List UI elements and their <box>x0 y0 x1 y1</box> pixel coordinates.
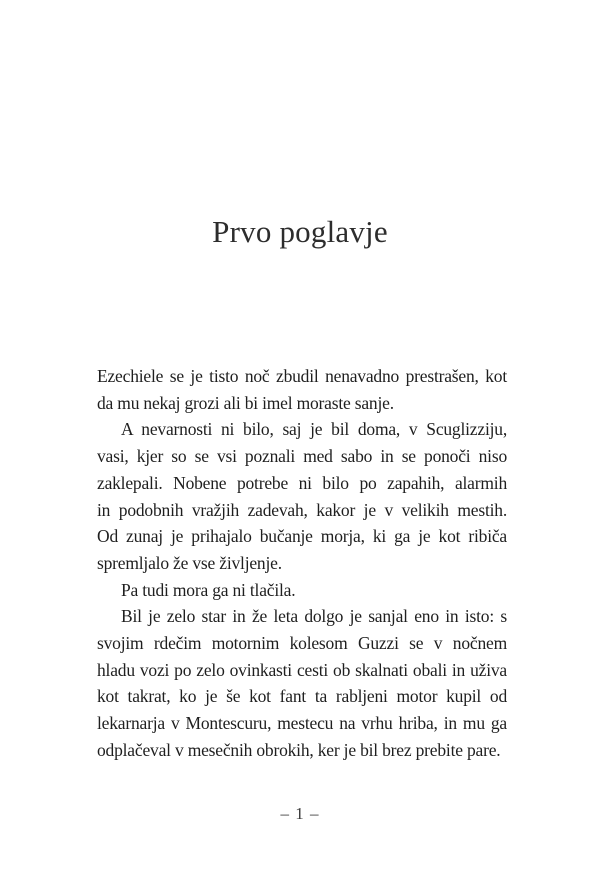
page-number: – 1 – <box>280 804 320 823</box>
text-line: in podobnih vražjih zadevah, kakor je v velikih mestih. <box>97 499 507 520</box>
text-line: hladu vozi po zelo ovinkasti cesti ob skalnati obali in uživa <box>97 659 507 680</box>
text-line: spremljalo že vse življenje. <box>97 552 282 573</box>
text-line: A nevarnosti ni bilo, saj je bil doma, v Scuglizziju, <box>121 419 507 440</box>
text-line: zaklepali. Nobene potrebe ni bilo po zapahih, alarmih <box>97 472 507 493</box>
text-line: Ezechiele se je tisto noč zbudil nenavadno prestrašen, kot <box>97 366 507 386</box>
text-line: kot takrat, ko je še kot fant ta rabljeni motor kupil od <box>97 686 507 707</box>
text-line: Bil je zelo star in že leta dolgo je sanjal eno in isto: s <box>121 606 507 627</box>
body-text-block <box>97 363 507 764</box>
text-line: Od zunaj je prihajalo bučanje morja, ki ga je kot ribiča <box>97 526 507 547</box>
text-line: vasi, kjer so se vsi poznali med sabo in se ponoči niso <box>97 446 507 467</box>
text-line: Pa tudi mora ga ni tlačila. <box>121 579 296 600</box>
text-line: odplačeval v mesečnih obrokih, ker je bil brez prebite pare. <box>97 739 501 760</box>
text-line: svojim rdečim motornim kolesom Guzzi se v nočnem <box>97 633 507 654</box>
text-line: lekarnarja v Montescuru, mestecu na vrhu hriba, in mu ga <box>97 713 507 734</box>
chapter-title: Prvo poglavje <box>212 214 388 249</box>
text-line: da mu nekaj grozi ali bi imel moraste sanje. <box>97 392 394 413</box>
